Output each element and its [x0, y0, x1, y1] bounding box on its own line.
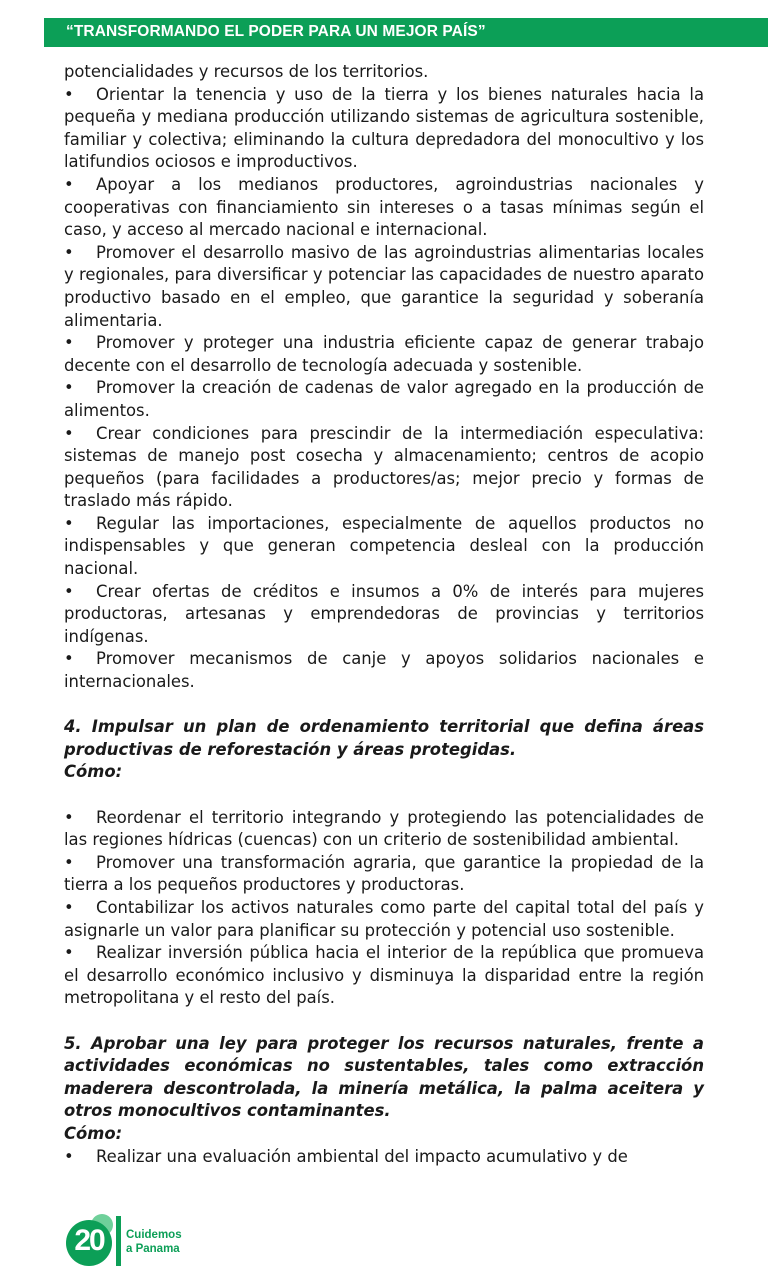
page-number: 20 — [74, 1224, 104, 1257]
bullet-item — [64, 1146, 704, 1169]
bullet-icon: • — [64, 581, 74, 601]
bullet-item — [64, 852, 704, 897]
bullet-text: Reordenar el territorio integrando y protegiendo las potencialidades de las regiones hídricas (cuencas) con un criterio de sostenibilidad ambiental. — [64, 807, 704, 850]
bullet-item — [64, 897, 704, 942]
bullet-text: Realizar una evaluación ambiental del impacto acumulativo y de — [96, 1146, 628, 1166]
bullet-icon: • — [64, 807, 74, 827]
header-title: “TRANSFORMANDO EL PODER PARA UN MEJOR PAÍS” — [66, 23, 486, 40]
bullet-text: Realizar inversión pública hacia el interior de la república que promueva el desarrollo económico inclusivo y disminuya la disparidad entre la región metropolitana y el resto del país. — [64, 943, 704, 1008]
bullet-text: Crear ofertas de créditos e insumos a 0% de interés para mujeres productoras, artesanas y emprendedoras de provincias y territorios indígenas. — [64, 581, 704, 646]
page-header-banner — [44, 18, 768, 47]
bullet-icon: • — [64, 423, 74, 443]
brand-line-1: Cuidemos — [126, 1229, 182, 1241]
intro-text: potencialidades y recursos de los territorios. — [64, 62, 429, 81]
bullet-text: Crear condiciones para prescindir de la intermediación especulativa: sistemas de manejo post cosecha y almacenamiento; centros de acopio pequeños (para facilidades a productores/as; mejor precio y formas de traslado más rápido. — [64, 423, 704, 511]
bullet-icon: • — [64, 1146, 74, 1166]
bullet-list-section-4 — [64, 807, 704, 1010]
bullet-icon: • — [64, 897, 74, 917]
logo-divider — [116, 1216, 121, 1266]
bullet-item — [64, 807, 704, 852]
bullet-icon: • — [64, 242, 74, 262]
bullet-text: Contabilizar los activos naturales como parte del capital total del país y asignarle un valor para planificar su protección y potencial uso sostenible. — [64, 897, 704, 940]
brand-name — [126, 1228, 182, 1256]
bullet-icon: • — [64, 174, 74, 194]
bullet-icon: • — [64, 852, 74, 872]
bullet-text: Promover y proteger una industria eficiente capaz de generar trabajo decente con el desarrollo de tecnología adecuada y sostenible. — [64, 333, 704, 375]
bullet-list-a — [64, 84, 704, 694]
section-4-heading: 4. Impulsar un plan de ordenamiento territorial que defina áreas productivas de reforestación y áreas protegidas. — [64, 717, 704, 759]
bullet-text: Regular las importaciones, especialmente de aquellos productos no indispensables y que generan competencia desleal con la producción nacional. — [64, 513, 704, 579]
bullet-text: Promover el desarrollo masivo de las agroindustrias alimentarias locales y regionales, para diversificar y potenciar las capacidades de nuestro aparato productivo basado en el empleo, que garantice la seguridad y soberanía alimentaria. — [64, 242, 704, 330]
brand-line-2: a Panama — [126, 1243, 180, 1255]
bullet-text: Promover la creación de cadenas de valor agregado en la producción de alimentos. — [64, 378, 704, 420]
document-body — [64, 61, 704, 1168]
bullet-item — [64, 581, 704, 649]
bullet-item — [64, 84, 704, 174]
bullet-text: Apoyar a los medianos productores, agroindustrias nacionales y cooperativas con financiamiento sin intereses o a tasas mínimas según el caso, y acceso al mercado nacional e internacional. — [64, 174, 704, 240]
bullet-item — [64, 423, 704, 513]
bullet-icon: • — [64, 943, 74, 963]
bullet-item — [64, 648, 704, 693]
bullet-item — [64, 174, 704, 242]
bullet-icon: • — [64, 513, 74, 533]
section-5-heading: 5. Aprobar una ley para proteger los recursos naturales, frente a actividades económicas no sustentables, tales como extracción maderera descontrolada, la minería metálica, la palma aceitera y otros monocultivos contaminantes. — [64, 1033, 704, 1121]
bullet-item — [64, 942, 704, 1010]
bullet-icon: • — [64, 333, 74, 353]
bullet-icon: • — [64, 84, 74, 104]
bullet-icon: • — [64, 649, 74, 669]
bullet-item — [64, 377, 704, 422]
bullet-item — [64, 242, 704, 332]
section-4-como: Cómo: — [64, 762, 123, 782]
bullet-list-section-5 — [64, 1146, 704, 1169]
bullet-item — [64, 332, 704, 377]
section-5-como: Cómo: — [64, 1123, 123, 1143]
bullet-text: Promover mecanismos de canje y apoyos solidarios nacionales e internacionales. — [64, 649, 704, 692]
bullet-item — [64, 513, 704, 581]
bullet-text: Promover una transformación agraria, que garantice la propiedad de la tierra a los pequeños productores y productoras. — [64, 852, 704, 895]
bullet-text: Orientar la tenencia y uso de la tierra y los bienes naturales hacia la pequeña y mediana producción utilizando sistemas de agricultura sostenible, familiar y colectiva; eliminando la cultura depredadora del monocultivo y los latifundios ociosos e improductivos. — [64, 84, 704, 172]
bullet-icon: • — [64, 378, 74, 398]
